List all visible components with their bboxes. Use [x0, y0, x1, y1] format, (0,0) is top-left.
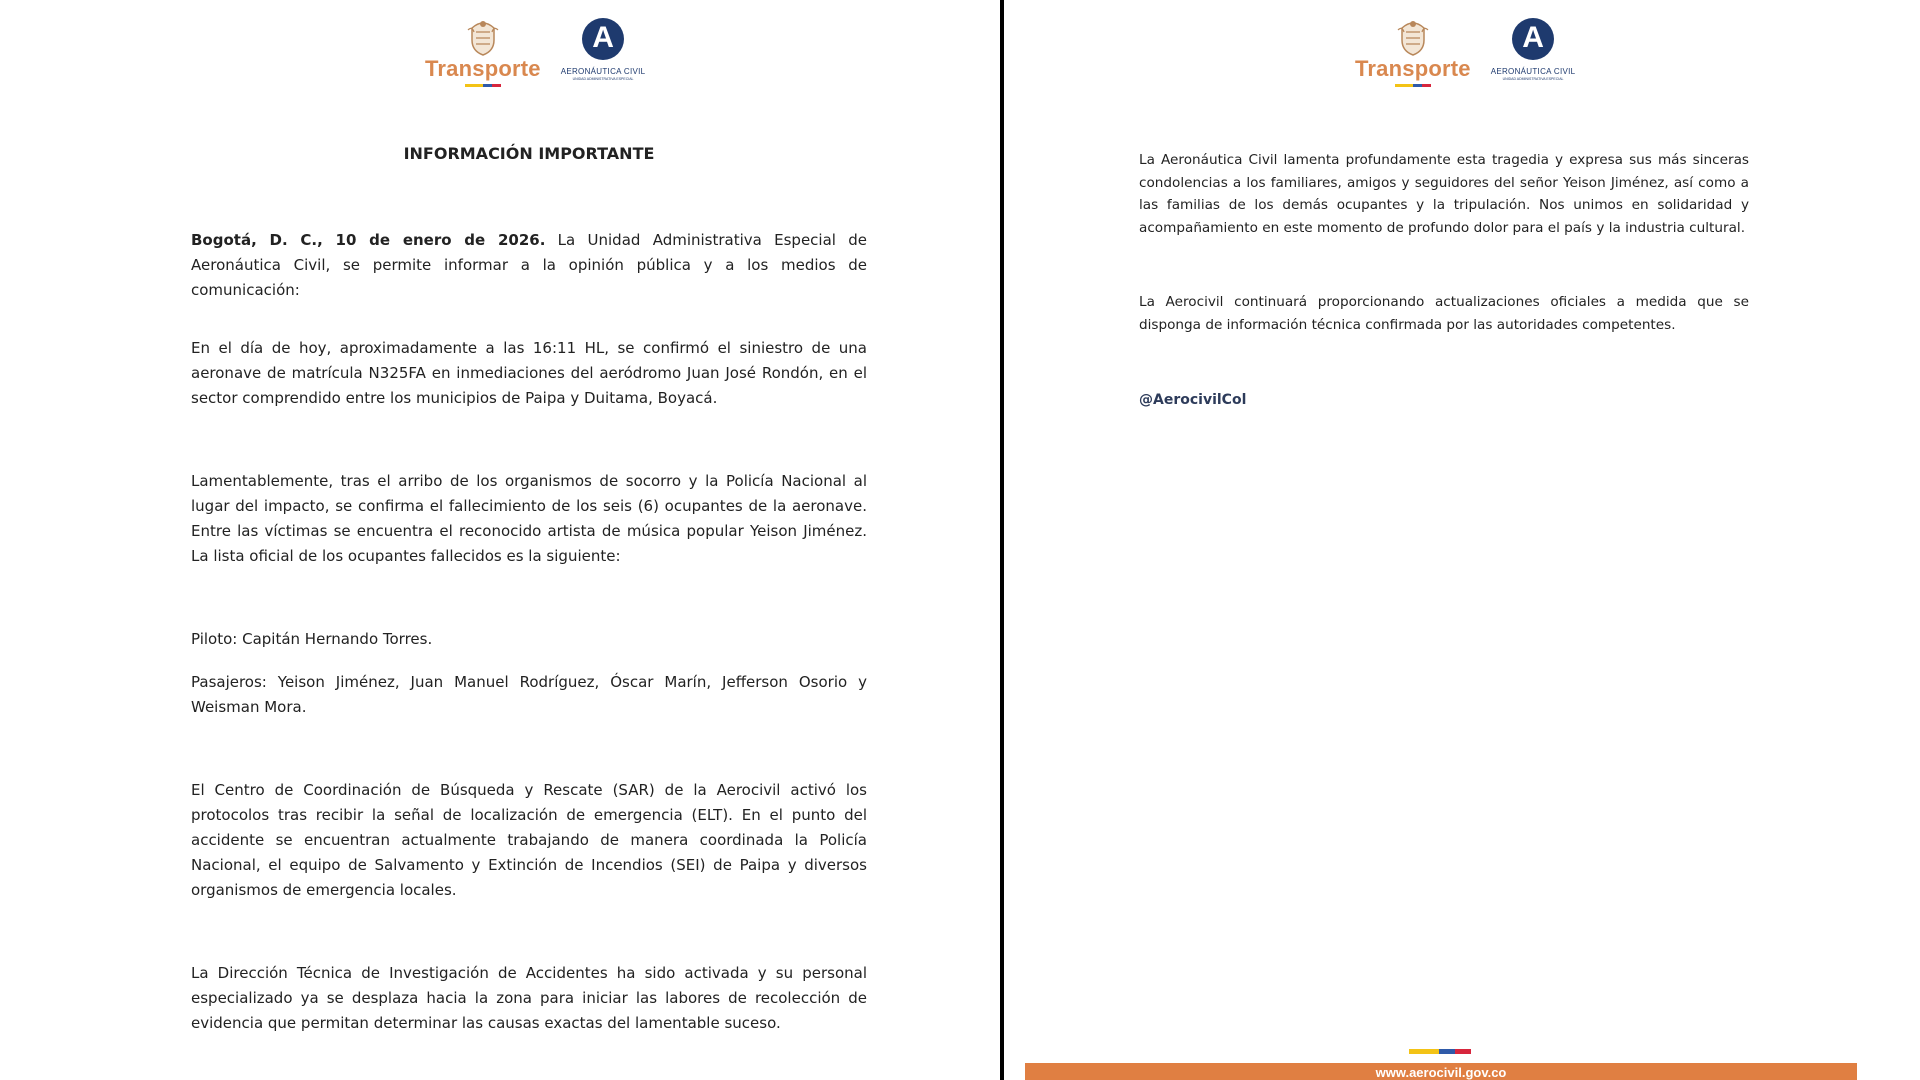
- document-page-right: [1004, 0, 1920, 1080]
- aerocivil-wordmark: AERONÁUTICA CIVIL: [1490, 67, 1576, 76]
- victims-paragraph: Lamentablemente, tras el arribo de los organismos de socorro y la Policía Nacional al lugar del impacto, se confirma el fallecimiento de los seis (6) ocupantes de la aeronave. Entre las víctimas se encuentra el reconocido artista de música popular Yeison Jiménez. La lista oficial de los ocupantes fallecidos es la siguiente:: [191, 472, 867, 565]
- footer-website-link[interactable]: www.aerocivil.gov.co: [1375, 1065, 1507, 1080]
- intro-text: La Unidad Administrativa Especial de Aeronáutica Civil, se permite informar a la opinión pública y a los medios de comunicación:: [191, 231, 867, 299]
- aerocivil-logo: [561, 18, 646, 81]
- aerocivil-subtitle: UNIDAD ADMINISTRATIVA ESPECIAL: [1502, 77, 1564, 81]
- aerocivil-logo: [1491, 18, 1576, 81]
- intro-paragraph: [191, 228, 867, 303]
- document-heading: INFORMACIÓN IMPORTANTE: [403, 144, 655, 163]
- colombia-flag-bar: [465, 84, 501, 87]
- aerocivil-a-icon: A: [1512, 18, 1554, 60]
- aerocivil-subtitle: UNIDAD ADMINISTRATIVA ESPECIAL: [572, 77, 634, 81]
- colombia-flag-bar: [1395, 84, 1431, 87]
- footer-flag-bar: [1409, 1049, 1471, 1054]
- coat-of-arms-icon: [466, 18, 500, 56]
- header-logo: [1355, 18, 1575, 87]
- twitter-handle: @AerocivilCol: [1139, 392, 1247, 408]
- transporte-logo: [1355, 18, 1471, 87]
- transporte-wordmark: Transporte: [425, 56, 541, 81]
- incident-paragraph: En el día de hoy, aproximadamente a las 16:11 HL, se confirmó el siniestro de una aeronave de matrícula N325FA en inmediaciones del aeródromo Juan José Rondón, en el sector comprendido entre los municipios de Paipa y Duitama, Boyacá.: [191, 339, 867, 407]
- transporte-wordmark: Transporte: [1355, 56, 1471, 81]
- passengers-line: Pasajeros: Yeison Jiménez, Juan Manuel Rodríguez, Óscar Marín, Jefferson Osorio y Weisman Mora.: [191, 673, 867, 716]
- aerocivil-a-icon: A: [582, 18, 624, 60]
- aerocivil-wordmark: AERONÁUTICA CIVIL: [560, 67, 646, 76]
- coat-of-arms-icon: [1396, 18, 1430, 56]
- pilot-line: Piloto: Capitán Hernando Torres.: [191, 630, 433, 648]
- dateline: Bogotá, D. C., 10 de enero de 2026.: [191, 231, 546, 249]
- header-logo: [425, 18, 645, 87]
- investigation-paragraph: La Dirección Técnica de Investigación de Accidentes ha sido activada y su personal especializado ya se desplaza hacia la zona para iniciar las labores de recolección de evidencia que permitan determinar las causas exactas del lamentable suceso.: [191, 964, 867, 1032]
- condolences-paragraph: La Aeronáutica Civil lamenta profundamente esta tragedia y expresa sus más sinceras condolencias a los familiares, amigos y seguidores del señor Yeison Jiménez, así como a las familias de los demás ocupantes y la tripulación. Nos unimos en solidaridad y acompañamiento en este momento de profundo dolor para el país y la industria cultural.: [1139, 152, 1749, 236]
- rescue-paragraph: El Centro de Coordinación de Búsqueda y Rescate (SAR) de la Aerocivil activó los protocolos tras recibir la señal de localización de emergencia (ELT). En el punto del accidente se encuentran actualmente trabajando de manera coordinada la Policía Nacional, el equipo de Salvamento y Extinción de Incendios (SEI) de Paipa y diversos organismos de emergencia locales.: [191, 781, 867, 899]
- updates-paragraph: La Aerocivil continuará proporcionando actualizaciones oficiales a medida que se disponga de información técnica confirmada por las autoridades competentes.: [1139, 294, 1749, 333]
- transporte-logo: [425, 18, 541, 87]
